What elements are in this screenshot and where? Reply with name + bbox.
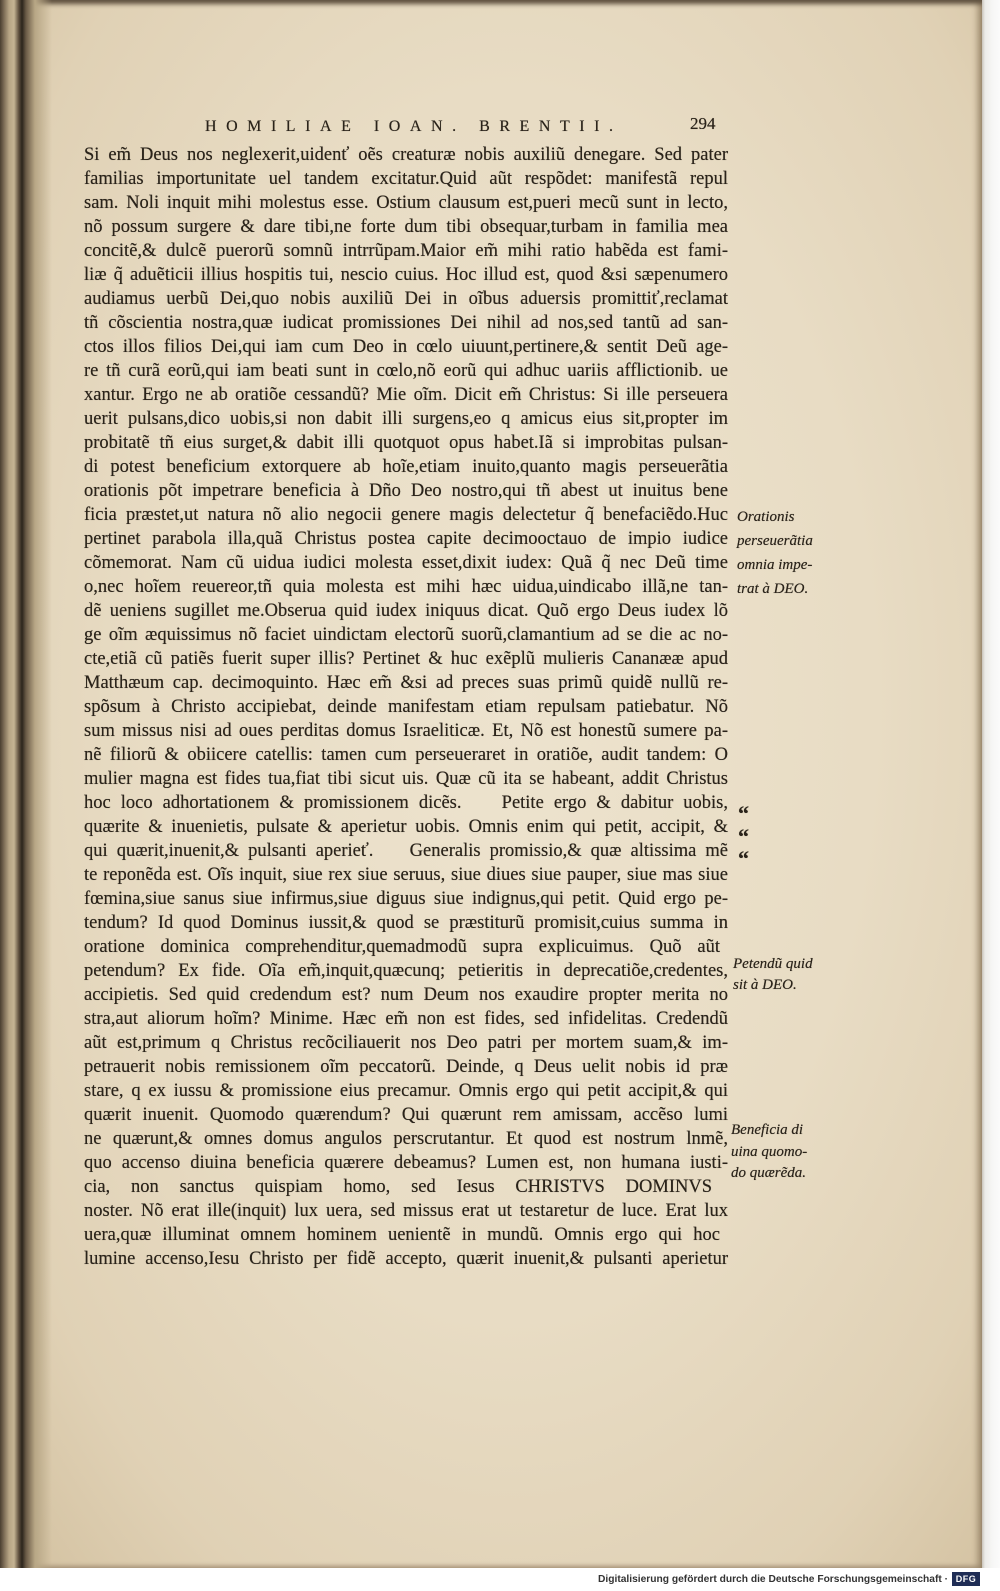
text-line: stare, q ex iussu & promissione eius precamur. Omnis ergo qui petit accipit,& qui xyxy=(84,1081,728,1101)
page-number: 294 xyxy=(690,114,716,133)
text-line: aũt est,primum q Christus recõciliauerit nos Deo patri per mortem suam,& im- xyxy=(84,1033,728,1053)
text-line: ge oĩm æquissimus nõ faciet uindictam electorũ suorũ,clamantium ad se die ac no- xyxy=(84,625,728,645)
text-line: fœmina,siue sanus siue infirmus,siue diguus siue indignus,qui petit. Quid ergo pe- xyxy=(84,889,728,909)
margin-quote-mark: “ xyxy=(738,801,749,826)
text-line: accipietis. Sed quid credendum est? num Deum nos exaudire propter merita no xyxy=(84,985,728,1005)
text-line: Si em̃ Deus nos neglexerit,uidenť oẽs creaturæ nobis auxiliũ denegare. Sed pater xyxy=(84,145,728,165)
dfg-logo: DFG xyxy=(952,1572,980,1586)
text-line: orationis põt impetrare beneficia à Dño Deo nostro,qui tñ abest ut inuitus bene xyxy=(84,481,728,501)
text-line: pertinet parabola illa,quã Christus postea capite decimooctauo de impio iudice xyxy=(84,529,728,549)
text-line: petrauerit nobis remissionem oĩm peccatorũ. Deinde, q Deus uelit nobis id præ xyxy=(84,1057,728,1077)
text-line: audiamus uerbũ Dei,quo nobis auxiliũ Dei in oĩbus aduersis promittiť,reclamat xyxy=(84,289,728,309)
text-line: di potest beneficium extorquere ab hoĩe,etiam inuito,quanto magis perseuerãtia xyxy=(84,457,728,477)
text-line: oratione dominica comprehenditur,quemadmodũ supra explicuimus. Quõ aũt xyxy=(84,937,720,957)
margin-note-line: uina quomo- xyxy=(731,1143,808,1160)
text-line: o,nec hoĩem reuereor,tñ quia molesta est mihi hæc uidua,uindicabo illã,ne tan- xyxy=(84,577,728,597)
text-line: ne quærunt,& omnes domus angulos perscrutantur. Et quod est nostrum lnmẽ, xyxy=(84,1129,728,1149)
text-line: sum missus nisi ad oues perditas domus Israeliticæ. Et, Nõ est honestũ sumere pa- xyxy=(84,721,728,741)
margin-note-line: Orationis xyxy=(737,509,795,525)
text-line: cõmemorat. Nam cũ uidua iudici molesta esset,dixit iudex: Quã q̃ nec Deũ time xyxy=(84,553,728,573)
text-line: lumine accenso,Iesu Christo per fidẽ accepto, quærit inuenit,& pulsanti aperietur xyxy=(84,1249,728,1269)
margin-note-line: do quærẽda. xyxy=(731,1165,806,1181)
text-line: uera,quæ illuminat omnem hominem uenientẽ in mundũ. Omnis ergo qui hoc xyxy=(84,1225,720,1245)
text-line: mulier magna est fides tua,fiat tibi sicut uis. Quæ cũ ita se habeant, addit Christus xyxy=(84,769,728,789)
text-line: liæ q̃ aduẽticii illius hospitis tui, nescio cuius. Hoc illud est, quod &si sæpenumero xyxy=(84,265,728,285)
text-line: stra,aut aliorum hoĩm? Minime. Hæc em̃ non est fides, sed infidelitas. Credendũ xyxy=(84,1009,728,1029)
margin-quote-mark: “ xyxy=(738,824,749,849)
text-line: quærite & inuenietis, pulsate & aperietur uobis. Omnis enim qui petit, accipit, & xyxy=(84,817,728,837)
text-line: qui quærit,inuenit,& pulsanti aperieť. Generalis promissio,& quæ altissima mẽ xyxy=(84,841,728,861)
text-line: Matthæum cap. decimoquinto. Hæc em̃ &si ad preces suas primũ quidẽ nullũ re- xyxy=(84,673,728,693)
scan-right-margin xyxy=(982,0,1000,1568)
text-line: re tñ curã eorũ,qui iam beati sunt in cœlo,nõ eorũ qui adhuc uariis afflictionib. ue xyxy=(84,361,728,381)
margin-note-line: omnia impe- xyxy=(737,557,813,573)
text-line: concitẽ,& dulcẽ puerorũ somnũ intrrũpam.Maior em̃ mihi ratio habẽda est fami- xyxy=(84,241,728,261)
text-line: uerit pulsans,dico uobis,si non dabit illi surgens,eo q amicus eius sit,propter im xyxy=(84,409,728,429)
text-line: probitatẽ tñ eius surget,& dabit illi quotquot opus habet.Iã si improbitas pulsan- xyxy=(84,433,728,453)
margin-note-line: Beneficia di xyxy=(731,1122,804,1138)
running-head-title: HOMILIAE IOAN. BRENTII. xyxy=(205,118,623,135)
text-line: ctos illos filios Dei,qui iam cum Deo in cœlo uiuunt,pertinere,& sentit Deũ age- xyxy=(84,337,728,357)
text-line: tñ cõscientia nostra,quæ iudicat promissiones Dei nihil ad nos,sed tantũ ad san- xyxy=(84,313,728,333)
text-line: cte,etiã cũ patiẽs fuerit super illis? Pertinet & huc exẽplũ mulieris Cananææ apud xyxy=(84,649,728,669)
margin-note-line: sit à DEO. xyxy=(733,977,797,993)
text-line: nõ possum surgere & dare tibi,ne forte dum tibi obsequar,turbam in familia mea xyxy=(84,217,728,237)
margin-quote-mark: “ xyxy=(738,846,749,871)
text-line: nẽ filiorũ & obiicere catellis: tamen cum perseueraret in oratiõe, audit tandem: O xyxy=(84,745,728,765)
text-line: te reponẽda est. Oĩs inquit, siue rex siue seruus, siue diues siue pauper, siue mas siue xyxy=(84,865,728,885)
text-line: quo accenso diuina beneficia quærere debeamus? Lumen est, non humana iusti- xyxy=(84,1153,728,1173)
margin-note-line: Petendũ quid xyxy=(733,956,813,972)
margin-note-line: perseuerãtia xyxy=(737,533,813,549)
digitization-credit: Digitalisierung gefördert durch die Deutsche Forschungsgemeinschaft · xyxy=(598,1573,948,1585)
text-line: noster. Nõ erat ille(inquit) lux uera, sed missus erat ut testaretur de luce. Erat lux xyxy=(84,1201,728,1221)
text-line: dẽ ueniens sugillet me.Obserua quid iudex iniquus dicat. Quõ ergo Deus iudex lõ xyxy=(84,601,728,621)
text-line: sam. Noli inquit mihi molestus esse. Ostium clausum est,pueri mecũ sunt in lecto, xyxy=(84,193,728,213)
text-line: quærit inuenit. Quomodo quærendum? Qui quærunt rem amissam, accẽso lumi xyxy=(84,1105,728,1125)
text-line: cia, non sanctus quispiam homo, sed Iesus CHRISTVS DOMINVS xyxy=(84,1177,712,1197)
text-line: spõsum à Christo accipiebat, deinde manifestam etiam repulsam patiebatur. Nõ xyxy=(84,697,728,717)
margin-note-line: trat à DEO. xyxy=(737,581,809,597)
text-line: familias importunitate uel tandem excitatur.Quid aũt respõdet: manifestã repul xyxy=(84,169,728,189)
text-line: petendum? Ex fide. Oĩa em̃,inquit,quæcunq; petieritis in deprecatiõe,credentes, xyxy=(84,961,728,981)
text-line: tendum? Id quod Dominus iussit,& quod se præstiturũ promisit,cuius summa in xyxy=(84,913,728,933)
text-line: hoc loco adhortationem & promissionem dicẽs. Petite ergo & dabitur uobis, xyxy=(84,793,728,813)
text-line: xantur. Ergo ne ab oratiõe cessandũ? Mie oĩm. Dicit em̃ Christus: Si ille perseuera xyxy=(84,385,728,405)
text-line: ficia præstet,ut natura nõ alio negocii genere magis delectetur q̃ benefaciẽdo.Huc xyxy=(84,505,728,525)
